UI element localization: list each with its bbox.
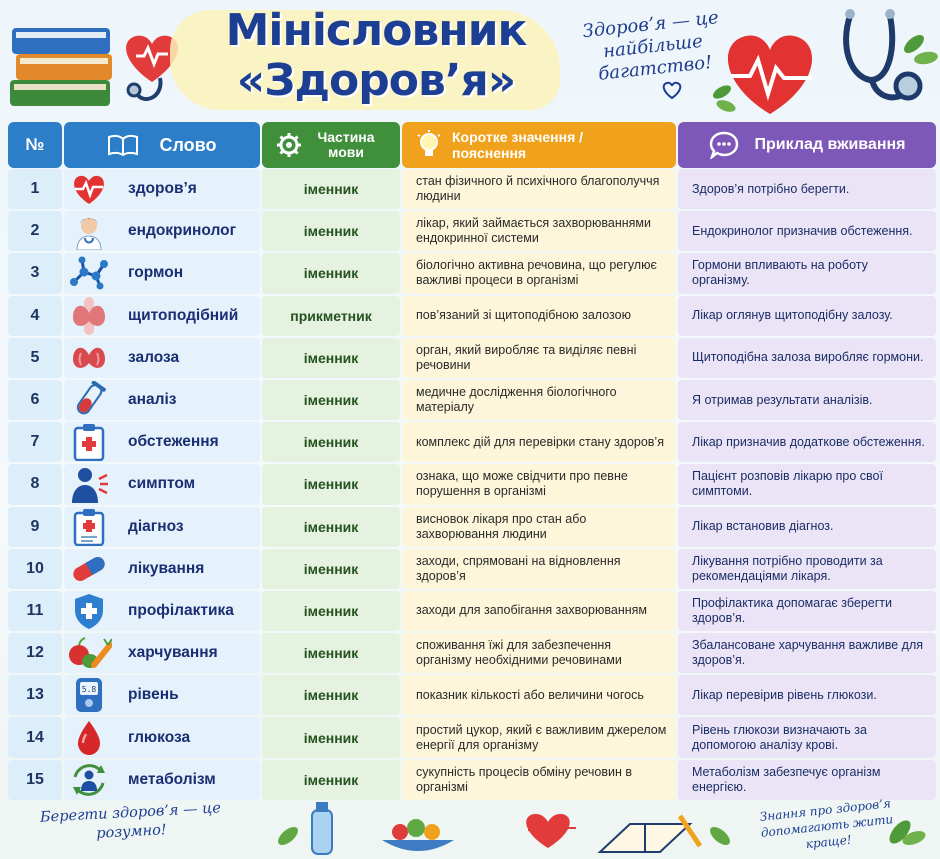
doctor-icon xyxy=(64,212,114,250)
part-of-speech-cell: іменник xyxy=(262,464,400,504)
glucometer-icon xyxy=(64,676,114,714)
example-cell: Збалансоване харчування важливе для здоров’я. xyxy=(678,633,936,673)
example-cell: Лікар оглянув щитоподібну залозу. xyxy=(678,296,936,336)
word-text: гормон xyxy=(128,264,184,282)
example-cell: Метаболізм забезпечує організм енергією. xyxy=(678,760,936,800)
part-of-speech-cell: іменник xyxy=(262,675,400,715)
row-number: 14 xyxy=(8,717,62,757)
table-row xyxy=(8,506,936,548)
row-number: 12 xyxy=(8,633,62,673)
person-pain-icon xyxy=(64,465,114,503)
part-of-speech-cell: іменник xyxy=(262,211,400,251)
speech-bubble-icon xyxy=(709,131,739,159)
example-cell: Пацієнт розповів лікарю про свої симптоми. xyxy=(678,464,936,504)
part-of-speech-cell: іменник xyxy=(262,507,400,547)
word-cell xyxy=(64,507,260,547)
table-row xyxy=(8,674,936,716)
part-of-speech-cell: іменник xyxy=(262,380,400,420)
part-of-speech-cell: іменник xyxy=(262,422,400,462)
example-cell: Здоров’я потрібно берегти. xyxy=(678,169,936,209)
table-header-row xyxy=(8,122,936,168)
row-number: 8 xyxy=(8,464,62,504)
gear-icon xyxy=(276,132,302,158)
word-text: щитоподібний xyxy=(128,306,239,324)
word-text: профілактика xyxy=(128,601,234,619)
column-header-number: № xyxy=(8,122,62,168)
word-cell xyxy=(64,549,260,589)
healthy-items-decoration-icon xyxy=(260,796,740,859)
part-of-speech-cell: іменник xyxy=(262,338,400,378)
row-number: 4 xyxy=(8,296,62,336)
word-text: залоза xyxy=(128,348,180,366)
word-text: обстеження xyxy=(128,433,219,451)
word-cell xyxy=(64,169,260,209)
word-cell xyxy=(64,380,260,420)
row-number: 3 xyxy=(8,253,62,293)
row-number: 7 xyxy=(8,422,62,462)
row-number: 15 xyxy=(8,760,62,800)
word-text: лікування xyxy=(128,559,205,577)
meaning-cell: висновок лікаря про стан або захворювання людини xyxy=(402,507,676,547)
page-footer xyxy=(0,796,940,859)
footer-left-slogan: Берегти здоров’я — це розумно! xyxy=(39,800,222,842)
word-cell xyxy=(64,296,260,336)
column-header-word xyxy=(64,122,260,168)
part-of-speech-cell: прикметник xyxy=(262,296,400,336)
example-cell: Гормони впливають на роботу організму. xyxy=(678,253,936,293)
part-of-speech-cell: іменник xyxy=(262,169,400,209)
books-icon xyxy=(8,18,118,110)
table-row xyxy=(8,548,936,590)
open-book-icon xyxy=(107,134,139,156)
row-number: 10 xyxy=(8,549,62,589)
example-cell: Лікар перевірив рівень глюкози. xyxy=(678,675,936,715)
example-cell: Лікар встановив діагноз. xyxy=(678,507,936,547)
row-number: 11 xyxy=(8,591,62,631)
meaning-cell: простий цукор, який є важливим джерелом енергії для організму xyxy=(402,717,676,757)
word-cell xyxy=(64,633,260,673)
word-cell xyxy=(64,253,260,293)
meaning-cell: ознака, що може свідчити про певне порушення в організмі xyxy=(402,464,676,504)
metabolism-icon xyxy=(64,761,114,799)
row-number: 9 xyxy=(8,507,62,547)
food-icon xyxy=(64,634,114,672)
word-text: діагноз xyxy=(128,517,184,535)
table-row xyxy=(8,210,936,252)
meaning-cell: медичне дослідження біологічного матеріалу xyxy=(402,380,676,420)
table-row xyxy=(8,759,936,801)
meaning-cell: лікар, який займається захворюваннями ендокринної системи xyxy=(402,211,676,251)
table-body xyxy=(8,168,936,801)
row-number: 5 xyxy=(8,338,62,378)
word-cell xyxy=(64,717,260,757)
row-number: 2 xyxy=(8,211,62,251)
part-of-speech-cell: іменник xyxy=(262,549,400,589)
meaning-cell: орган, який виробляє та виділяє певні речовини xyxy=(402,338,676,378)
table-row xyxy=(8,379,936,421)
word-cell xyxy=(64,675,260,715)
heart-pulse-icon xyxy=(64,170,114,208)
word-text: харчування xyxy=(128,644,218,662)
word-text: симптом xyxy=(128,475,196,493)
meaning-cell: споживання їжі для забезпечення організму необхідними речовинами xyxy=(402,633,676,673)
table-row xyxy=(8,295,936,337)
word-cell xyxy=(64,464,260,504)
table-row xyxy=(8,421,936,463)
example-cell: Профілактика допомагає зберегти здоров’я. xyxy=(678,591,936,631)
column-header-example-label: Приклад вживання xyxy=(754,136,906,153)
test-tube-icon xyxy=(64,381,114,419)
word-text: здоров’я xyxy=(128,180,197,198)
leaves-icon xyxy=(880,808,930,854)
table-row xyxy=(8,632,936,674)
word-text: аналіз xyxy=(128,391,177,409)
meaning-cell: показник кількості або величини чогось xyxy=(402,675,676,715)
heart-stethoscope-decoration-icon xyxy=(700,6,940,118)
diagnosis-clipboard-icon xyxy=(64,508,114,546)
meaning-cell: біологічно активна речовина, що регулює важливі процеси в організмі xyxy=(402,253,676,293)
meaning-cell: пов’язаний зі щитоподібною залозою xyxy=(402,296,676,336)
column-header-example xyxy=(678,122,936,168)
word-text: глюкоза xyxy=(128,728,191,746)
part-of-speech-cell: іменник xyxy=(262,633,400,673)
table-row xyxy=(8,168,936,210)
word-cell xyxy=(64,211,260,251)
example-cell: Лікування потрібно проводити за рекомендаціями лікаря. xyxy=(678,549,936,589)
part-of-speech-cell: іменник xyxy=(262,717,400,757)
title-line-2: «Здоров’я» xyxy=(236,55,516,106)
word-cell xyxy=(64,760,260,800)
header-slogan: Здоров’я — це найбільше багатство! xyxy=(581,7,720,85)
title-line-1: Мінісловник xyxy=(225,5,527,56)
pill-icon xyxy=(64,550,114,588)
table-row xyxy=(8,716,936,758)
table-row xyxy=(8,590,936,632)
meaning-cell: заходи, спрямовані на відновлення здоров’я xyxy=(402,549,676,589)
row-number: 1 xyxy=(8,169,62,209)
gland-icon xyxy=(64,339,114,377)
word-text: рівень xyxy=(128,686,179,704)
meaning-cell: заходи для запобігання захворюванням xyxy=(402,591,676,631)
column-header-word-label: Слово xyxy=(159,134,217,155)
word-cell xyxy=(64,422,260,462)
vocabulary-table xyxy=(8,122,936,801)
meaning-cell: комплекс дій для перевірки стану здоров’я xyxy=(402,422,676,462)
part-of-speech-cell: іменник xyxy=(262,591,400,631)
table-row xyxy=(8,463,936,505)
page-header xyxy=(0,0,940,118)
row-number: 13 xyxy=(8,675,62,715)
column-header-part-of-speech xyxy=(262,122,400,168)
word-text: ендокринолог xyxy=(128,222,237,240)
word-text: метаболізм xyxy=(128,770,216,788)
small-heart-icon xyxy=(660,80,684,100)
example-cell: Щитоподібна залоза виробляє гормони. xyxy=(678,338,936,378)
blood-drop-icon xyxy=(64,719,114,757)
thyroid-icon xyxy=(64,297,114,335)
footer-right-slogan: Знання про здоров’я допомагають жити краще! xyxy=(759,796,894,852)
shield-plus-icon xyxy=(64,592,114,630)
molecule-icon xyxy=(64,254,114,292)
page-title xyxy=(196,6,556,106)
row-number: 6 xyxy=(8,380,62,420)
part-of-speech-cell: іменник xyxy=(262,760,400,800)
column-header-meaning-label: Коротке значення / пояснення xyxy=(452,129,584,161)
word-cell xyxy=(64,338,260,378)
meaning-cell: сукупність процесів обміну речовин в організмі xyxy=(402,760,676,800)
column-header-meaning xyxy=(402,122,676,168)
word-cell xyxy=(64,591,260,631)
table-row xyxy=(8,252,936,294)
column-header-part-of-speech-label: Частина мови xyxy=(317,129,375,160)
meaning-cell: стан фізичного й психічного благополуччя людини xyxy=(402,169,676,209)
example-cell: Рівень глюкози визначають за допомогою аналізу крові. xyxy=(678,717,936,757)
example-cell: Я отримав результати аналізів. xyxy=(678,380,936,420)
part-of-speech-cell: іменник xyxy=(262,253,400,293)
clipboard-icon xyxy=(64,423,114,461)
example-cell: Лікар призначив додаткове обстеження. xyxy=(678,422,936,462)
lightbulb-icon xyxy=(416,130,442,160)
table-row xyxy=(8,337,936,379)
example-cell: Ендокринолог призначив обстеження. xyxy=(678,211,936,251)
svg-text:5.8: 5.8 xyxy=(81,685,97,695)
